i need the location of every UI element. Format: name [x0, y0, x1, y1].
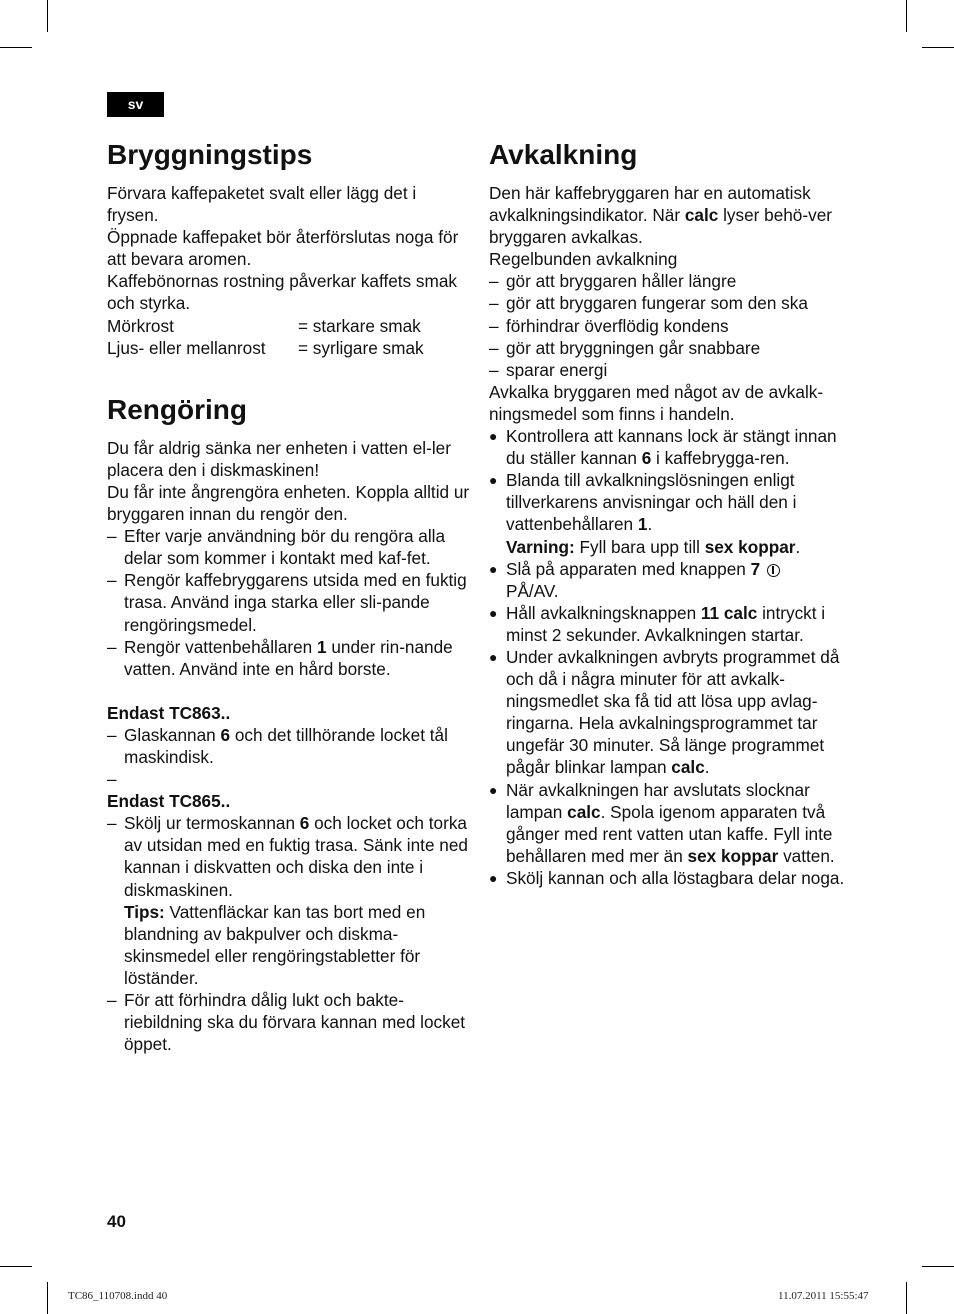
- crop-mark: [922, 47, 954, 48]
- roast-row: [107, 337, 472, 359]
- list-item: – Efter varje användning bör du rengöra alla delar som kommer i kontakt med kaf-fet.: [107, 525, 472, 569]
- step-item: ● Under avkalkningen avbryts programmet då och då i några minuter för att avkalk-ningsmedlet ska få tid att lösa upp avlag-ringarna. Hela avkalningsprogrammet tar ungefär 30 minuter. Så länge programmet pågår blinkar lampan calc.: [489, 646, 854, 779]
- list-item-empty: [107, 768, 472, 790]
- cleaning-warning: Du får inte ångrengöra enheten. Koppla alltid ur bryggaren innan du rengör den.: [107, 481, 470, 525]
- crop-mark: [47, 0, 48, 32]
- benefits-list: [489, 270, 854, 380]
- crop-mark: [0, 47, 32, 48]
- right-column: [489, 138, 854, 889]
- crop-mark: [0, 1266, 32, 1267]
- descaling-intro: Den här kaffebryggaren har en automatisk avkalkningsindikator. När calc lyser behö-ver bryggaren avkalkas.: [489, 183, 832, 248]
- tc865-heading: Endast TC865..: [107, 791, 231, 812]
- step-item: ● Slå på apparaten med knappen 7 PÅ/AV.: [489, 558, 854, 602]
- list-item: – sparar energi: [489, 359, 854, 381]
- list-item: – För att förhindra dålig lukt och bakte-riebildning ska du förvara kannan med locket öppet.: [107, 989, 472, 1055]
- step-item: ● Håll avkalkningsknappen 11 calc intryckt i minst 2 sekunder. Avkalkningen startar.: [489, 602, 854, 646]
- crop-mark: [47, 1282, 48, 1314]
- step-item: ● Blanda till avkalkningslösningen enligt tillverkarens anvisningar och häll den i vattenbehållaren 1. Varning: Fyll bara upp till sex koppar.: [489, 469, 854, 557]
- list-item: – Rengör kaffebryggarens utsida med en fuktig trasa. Använd inga starka eller sli-pande rengöringsmedel.: [107, 569, 472, 635]
- roast-type: Mörkrost: [107, 315, 174, 336]
- list-item: – gör att bryggningen går snabbare: [489, 337, 854, 359]
- crop-mark: [922, 1266, 954, 1267]
- roast-effect: = starkare smak: [298, 315, 421, 336]
- roast-type: Ljus- eller mellanrost: [107, 337, 266, 358]
- step-item: ● Kontrollera att kannans lock är stängt innan du ställer kannan 6 i kaffebrygga-ren.: [489, 425, 854, 469]
- list-item: – Rengör vattenbehållaren 1 under rin-nande vatten. Använd inte en hård borste.: [107, 636, 472, 680]
- list-item: – gör att bryggaren håller längre: [489, 270, 854, 292]
- page-number: 40: [107, 1212, 126, 1231]
- tip-paragraph: Kaffebönornas rostning påverkar kaffets smak och styrka.: [107, 271, 457, 314]
- footer-filename: TC86_110708.indd 40: [68, 1290, 168, 1302]
- regular-descaling-heading: Regelbunden avkalkning: [489, 249, 678, 270]
- list-item: – Skölj ur termoskannan 6 och locket och torka av utsidan med en fuktig trasa. Sänk inte ned kannan i diskvatten och diska den inte i diskmaskinen. Tips: Vattenfläckar kan tas bort med en blandning av bakpulver och diskma-skinsmedel eller rengöringstabletter för löständer.: [107, 812, 472, 989]
- steps-list: [489, 425, 854, 889]
- crop-mark: [906, 0, 907, 32]
- footer-timestamp: 11.07.2011 15:55:47: [778, 1290, 869, 1302]
- step-item: ● När avkalkningen har avslutats slocknar lampan calc. Spola igenom apparaten två gånger med rent vatten utan kaffe. Fyll inte behållaren med mer än sex koppar vatten.: [489, 779, 854, 867]
- list-item: – Glaskannan 6 och det tillhörande locket tål maskindisk.: [107, 724, 472, 768]
- tip-paragraph: Öppnade kaffepaket bör återförslutas noga för att bevara aromen.: [107, 227, 459, 270]
- cleaning-list: [107, 525, 472, 680]
- list-item: – gör att bryggaren fungerar som den ska: [489, 292, 854, 314]
- tip-paragraph: Förvara kaffepaketet svalt eller lägg det i frysen.: [107, 183, 417, 226]
- roast-row: [107, 315, 472, 337]
- left-column: [107, 138, 472, 1055]
- crop-mark: [906, 1282, 907, 1314]
- roast-effect: = syrligare smak: [298, 337, 424, 358]
- cleaning-heading: Rengöring: [107, 393, 247, 425]
- language-tag: sv: [107, 92, 164, 117]
- descaling-agent-text: Avkalka bryggaren med något av de avkalk-ningsmedel som finns i handeln.: [489, 381, 824, 424]
- cleaning-warning: Du får aldrig sänka ner enheten i vatten el-ler placera den i diskmaskinen!: [107, 437, 451, 480]
- tc865-list: [107, 812, 472, 1055]
- tc863-heading: Endast TC863..: [107, 702, 231, 723]
- tc863-list: [107, 724, 472, 790]
- list-item: – förhindrar överflödig kondens: [489, 315, 854, 337]
- power-icon: [767, 564, 780, 577]
- brewing-tips-heading: Bryggningstips: [107, 139, 313, 170]
- step-item: ● Skölj kannan och alla löstagbara delar noga.: [489, 867, 854, 889]
- descaling-heading: Avkalkning: [489, 139, 638, 170]
